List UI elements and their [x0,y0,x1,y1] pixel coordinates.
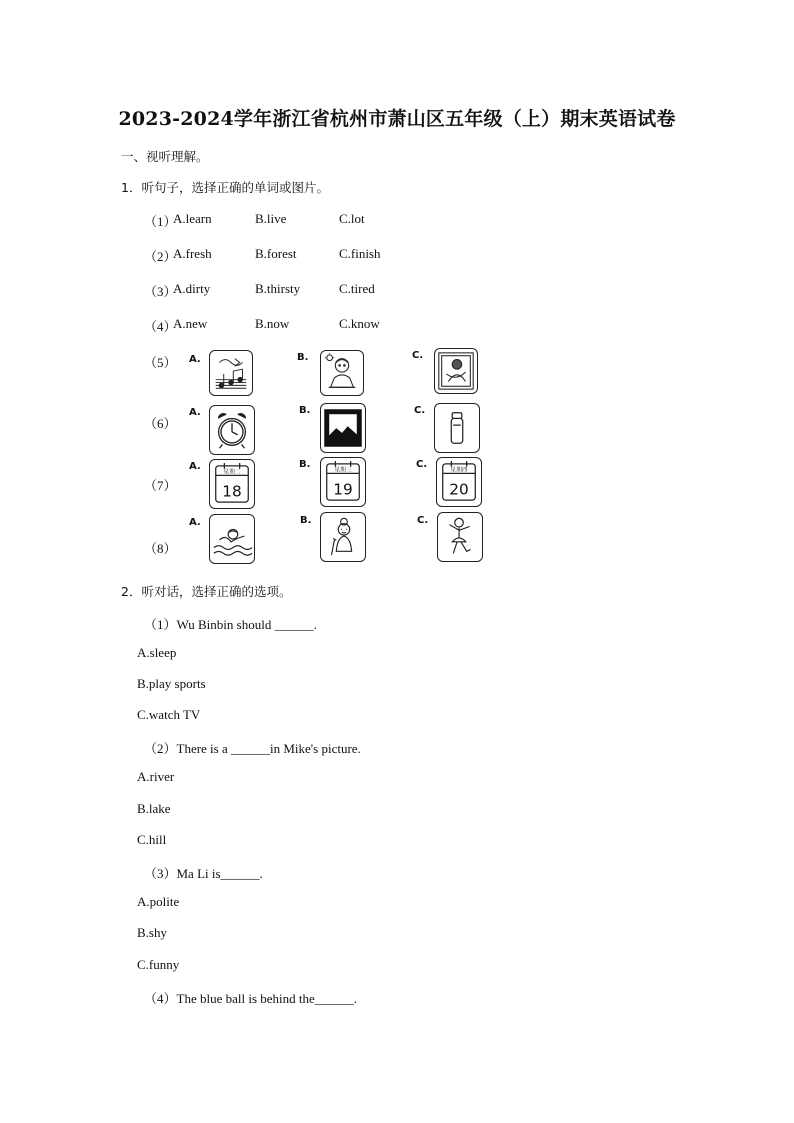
q2-item-1-option-b: B.play sports [137,676,206,691]
option-letter-c: C. [414,405,426,416]
calendar-icon [320,457,366,507]
option-letter-a: A. [189,354,201,365]
item-number: （7） [144,478,177,493]
q2-item-3-option-a: A.polite [137,894,180,909]
item-number: （8） [144,541,177,556]
q2-item-2-option-c: C.hill [137,832,167,847]
option-letter-a: A. [189,407,201,418]
option-b: B.forest [255,246,297,261]
option-letter-b: B. [297,352,309,363]
option-letter-c: C. [417,515,429,526]
old-woman-icon [320,512,366,562]
q2-item-1-option-a: A.sleep [137,645,177,660]
q2-item-1-option-c: C.watch TV [137,707,201,722]
option-letter-a: A. [189,461,201,472]
option-letter-b: B. [299,405,311,416]
item-number: （3） [144,284,177,299]
q1-picture-row-5 [144,348,504,400]
option-a: A.learn [173,211,212,226]
q2-item-2-prompt: （2）There is a ______in Mike's picture. [144,741,361,756]
option-b: B.thirsty [255,281,301,296]
calendar-date: 19 [333,480,353,499]
option-letter-b: B. [299,459,311,470]
item-number: （6） [144,416,177,431]
alarm-clock-icon [209,405,255,455]
item-number: （5） [144,355,177,370]
q2-item-4-prompt: （4）The blue ball is behind the______. [144,991,358,1006]
calendar-icon [209,459,255,509]
q1-picture-row-6 [144,403,504,455]
item-number: （4） [144,319,177,334]
option-b: B.now [255,316,290,331]
option-c: C.finish [339,246,381,261]
item-number: （1） [144,214,177,229]
drawing-girl-icon [320,350,364,396]
music-score-icon [209,350,253,396]
q1-picture-row-8 [144,512,504,564]
option-a: A.dirty [173,281,211,296]
swimming-icon [209,514,255,564]
q2-item-2-option-b: B.lake [137,801,171,816]
q1-picture-row-7 [144,457,504,509]
option-c: C.know [339,316,380,331]
calendar-date: 20 [449,480,469,499]
option-a: A.new [173,316,208,331]
question-1-stem: 1．听句子，选择正确的单词或图片。 [121,180,329,195]
item-number: （2） [144,249,177,264]
option-c: C.tired [339,281,375,296]
dancing-girl-icon [437,512,483,562]
q2-item-3-prompt: （3）Ma Li is______. [144,866,263,881]
boy-portrait-icon [434,348,478,394]
option-letter-b: B. [300,515,312,526]
option-b: B.live [255,211,287,226]
q2-item-2-option-a: A.river [137,769,175,784]
q2-item-3-option-c: C.funny [137,957,180,972]
q2-item-3-option-b: B.shy [137,925,167,940]
question-2-stem: 2．听对话，选择正确的选项。 [121,584,292,599]
calendar-icon [436,457,482,507]
calendar-day-label: 星期三 [334,467,352,474]
option-letter-c: C. [412,350,424,361]
option-letter-c: C. [416,459,428,470]
option-a: A.fresh [173,246,212,261]
landscape-painting-icon [320,403,366,453]
calendar-day-label: 星期二 [223,469,241,476]
calendar-date: 18 [222,482,242,501]
calendar-day-label: 星期四 [450,467,468,474]
option-c: C.lot [339,211,365,226]
section-heading: 一、视听理解。 [121,149,209,164]
page-title: 2023-2024学年浙江省杭州市萧山区五年级（上）期末英语试卷 [118,108,676,130]
option-letter-a: A. [189,517,201,528]
water-bottle-icon [434,403,480,453]
q2-item-1-prompt: （1）Wu Binbin should ______. [144,617,317,632]
